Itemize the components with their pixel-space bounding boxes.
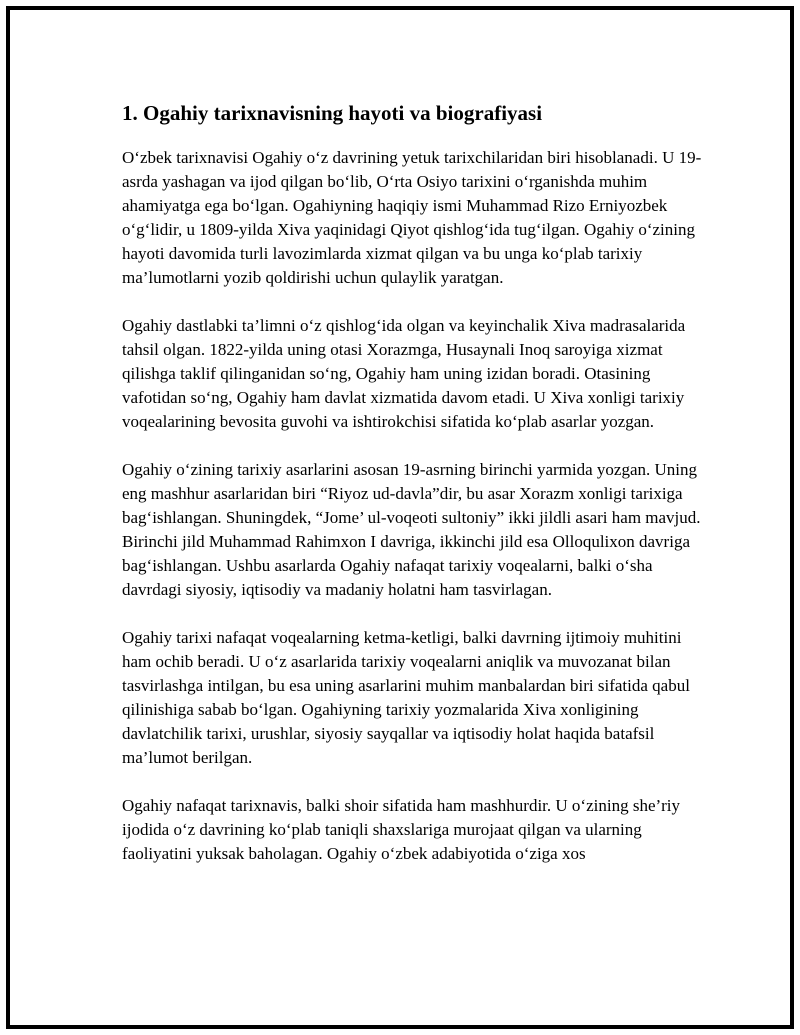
paragraph-2: Ogahiy dastlabki ta’limni o‘z qishlog‘ida olgan va keyinchalik Xiva madrasalarida tahsil olgan. 1822-yilda uning otasi Xorazmga, Husaynali Inoq saroyiga xizmat qilishga taklif qilinganidan so‘ng, Ogahiy ham uning izidan boradi. Otasining vafotidan so‘ng, Ogahiy ham davlat xizmatida davom etadi. U Xiva xonligi tarixiy voqealarining bevosita guvohi va ishtirokchisi sifatida ko‘plab asarlar yozgan. <box>122 316 686 431</box>
page-frame <box>6 6 794 1029</box>
paragraph-3: Ogahiy o‘zining tarixiy asarlarini asosan 19-asrning birinchi yarmida yozgan. Uning eng mashhur asarlaridan biri “Riyoz ud-davla”dir, bu asar Xorazm xonligi tarixiga bag‘ishlangan. Shuningdek, “Jome’ ul-voqeoti sultoniy” ikki jildli asari ham mavjud. Birinchi jild Muhammad Rahimxon I davriga, ikkinchi jild esa Olloqulixon davriga bag‘ishlangan. Ushbu asarlarda Ogahiy nafaqat tarixiy voqealarni, balki o‘sha davrdagi siyosiy, iqtisodiy va madaniy holatni ham tasvirlagan. <box>122 460 701 599</box>
section-heading: 1. Ogahiy tarixnavisning hayoti va biografiyasi <box>122 101 543 125</box>
paragraph-1: O‘zbek tarixnavisi Ogahiy o‘z davrining yetuk tarixchilaridan biri hisoblanadi. U 19-asrda yashagan va ijod qilgan bo‘lib, O‘rta Osiyo tarixini o‘rganishda muhim ahamiyatga ega bo‘lgan. Ogahiyning haqiqiy ismi Muhammad Rizo Erniyozbek o‘g‘lidir, u 1809-yilda Xiva yaqinidagi Qiyot qishlog‘ida tug‘ilgan. Ogahiy o‘zining hayoti davomida turli lavozimlarda xizmat qilgan va bu unga ko‘plab tarixiy ma’lumotlarni yozib qoldirishi uchun qulaylik yaratgan. <box>122 148 702 287</box>
paragraph-4: Ogahiy tarixi nafaqat voqealarning ketma-ketligi, balki davrning ijtimoiy muhitini ham ochib beradi. U o‘z asarlarida tarixiy voqealarni aniqlik va muvozanat bilan tasvirlashga intilgan, bu esa uning asarlarini muhim manbalardan biri sifatida qabul qilinishiga sabab bo‘lgan. Ogahiyning tarixiy yozmalarida Xiva xonligining davlatchilik tarixi, urushlar, siyosiy sayqallar va iqtisodiy holat haqida batafsil ma’lumot berilgan. <box>122 628 690 767</box>
document-body <box>122 100 707 890</box>
paragraph-5: Ogahiy nafaqat tarixnavis, balki shoir sifatida ham mashhurdir. U o‘zining she’riy ijodida o‘z davrining ko‘plab taniqli shaxslariga murojaat qilgan va ularning faoliyatini yuksak baholagan. Ogahiy o‘zbek adabiyotida o‘ziga xos <box>122 796 681 863</box>
